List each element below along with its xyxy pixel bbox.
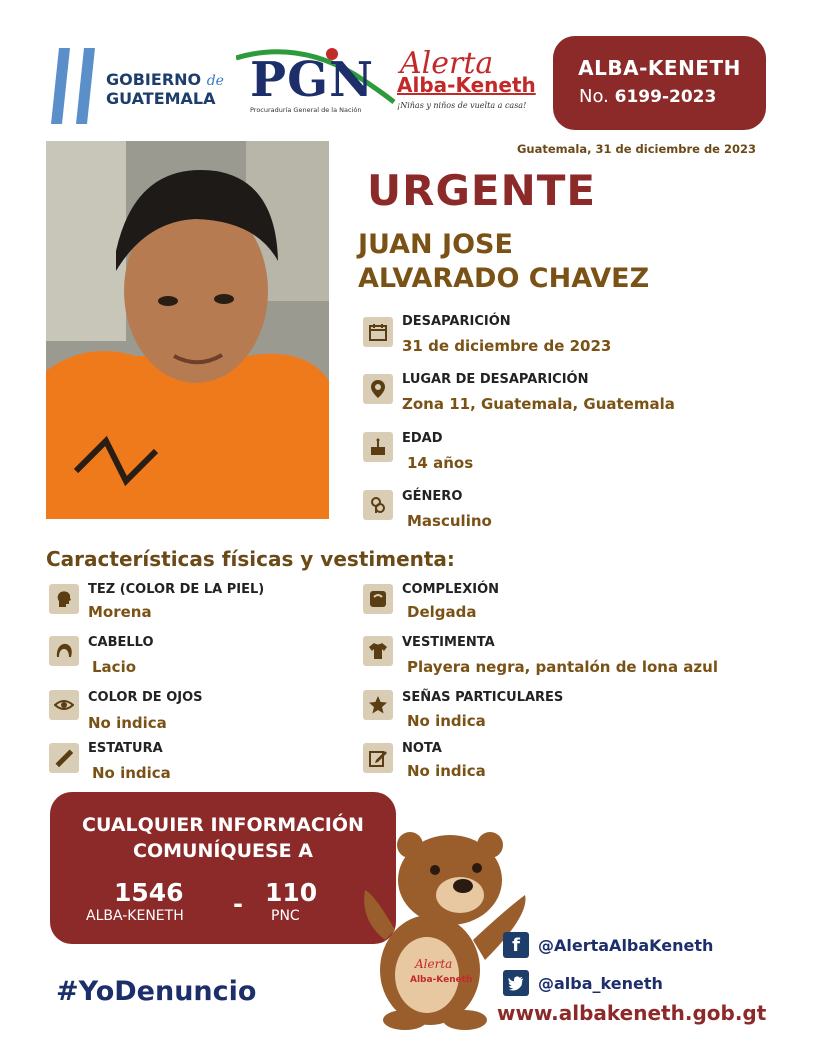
characteristics-heading: Características físicas y vestimenta: xyxy=(46,547,455,571)
ojos-value: No indica xyxy=(88,714,167,732)
contact-box xyxy=(50,792,396,944)
facebook-icon[interactable]: f xyxy=(503,932,529,958)
vestimenta-label: VESTIMENTA xyxy=(402,635,495,650)
desaparicion-label: DESAPARICIÓN xyxy=(402,314,511,329)
missing-person-photo xyxy=(46,141,329,519)
website-link[interactable]: www.albakeneth.gob.gt xyxy=(497,1001,767,1025)
twitter-handle[interactable]: @alba_keneth xyxy=(538,974,663,993)
alba-keneth-logo: Alba-Keneth xyxy=(397,73,536,97)
note-edit-icon xyxy=(363,743,393,773)
gender-icon xyxy=(363,490,393,520)
edad-value: 14 años xyxy=(407,454,474,472)
head-profile-icon xyxy=(49,584,79,614)
senas-value: No indica xyxy=(407,712,486,730)
tez-value: Morena xyxy=(88,603,152,621)
complexion-label: COMPLEXIÓN xyxy=(402,582,500,597)
alba-keneth-tagline: ¡Niñas y niños de vuelta a casa! xyxy=(397,101,527,110)
alert-date: Guatemala, 31 de diciembre de 2023 xyxy=(516,142,756,156)
gobierno-logo-bar-2 xyxy=(76,48,95,124)
estatura-value: No indica xyxy=(92,764,171,782)
genero-value: Masculino xyxy=(407,512,492,530)
ojos-label: COLOR DE OJOS xyxy=(88,690,203,705)
phone-pnc-label: PNC xyxy=(271,908,300,924)
senas-label: SEÑAS PARTICULARES xyxy=(402,690,564,705)
hashtag: #YoDenuncio xyxy=(56,976,257,1007)
program-name: ALBA-KENETH xyxy=(578,56,741,80)
phone-alba-keneth: 1546 xyxy=(114,878,184,907)
bear-logo-text-2: Alba-Keneth xyxy=(410,975,473,985)
edad-label: EDAD xyxy=(402,431,443,446)
gobierno-logo-text: GOBIERNO de GUATEMALA xyxy=(106,70,224,108)
phone-separator: - xyxy=(233,890,243,918)
estatura-label: ESTATURA xyxy=(88,741,163,756)
eye-icon xyxy=(49,690,79,720)
genero-label: GÉNERO xyxy=(402,489,463,504)
person-name: JUAN JOSE ALVARADO CHAVEZ xyxy=(358,229,650,294)
nota-value: No indica xyxy=(407,762,486,780)
phone-pnc: 110 xyxy=(265,878,318,907)
hair-icon xyxy=(49,636,79,666)
cabello-value: Lacio xyxy=(92,658,137,676)
ruler-icon xyxy=(49,743,79,773)
cake-icon xyxy=(363,432,393,462)
lugar-label: LUGAR DE DESAPARICIÓN xyxy=(402,372,589,387)
tez-label: TEZ (COLOR DE LA PIEL) xyxy=(88,582,265,597)
facebook-handle[interactable]: @AlertaAlbaKeneth xyxy=(538,936,714,955)
urgency-heading: URGENTE xyxy=(367,166,597,215)
bear-logo-text-1: Alerta xyxy=(415,957,453,971)
location-pin-icon xyxy=(363,374,393,404)
shirt-icon xyxy=(363,636,393,666)
phone-alba-keneth-label: ALBA-KENETH xyxy=(86,908,184,924)
scale-icon xyxy=(363,584,393,614)
cabello-label: CABELLO xyxy=(88,635,154,650)
contact-heading: CUALQUIER INFORMACIÓN COMUNÍQUESE A xyxy=(82,814,364,862)
twitter-icon[interactable] xyxy=(503,970,529,996)
pgn-subtitle: Procuraduría General de la Nación xyxy=(250,106,362,114)
case-number-badge xyxy=(553,36,766,130)
bear-mascot-icon xyxy=(355,820,535,1030)
gobierno-logo-bar xyxy=(51,48,70,124)
case-number: No. 6199-2023 xyxy=(579,86,717,107)
desaparicion-value: 31 de diciembre de 2023 xyxy=(402,337,612,355)
vestimenta-value: Playera negra, pantalón de lona azul xyxy=(407,658,718,676)
lugar-value: Zona 11, Guatemala, Guatemala xyxy=(402,395,675,413)
complexion-value: Delgada xyxy=(407,603,477,621)
star-icon xyxy=(363,690,393,720)
pgn-logo: PGN xyxy=(250,52,374,108)
nota-label: NOTA xyxy=(402,741,442,756)
alerta-logo: Alerta xyxy=(400,46,494,81)
calendar-icon xyxy=(363,317,393,347)
